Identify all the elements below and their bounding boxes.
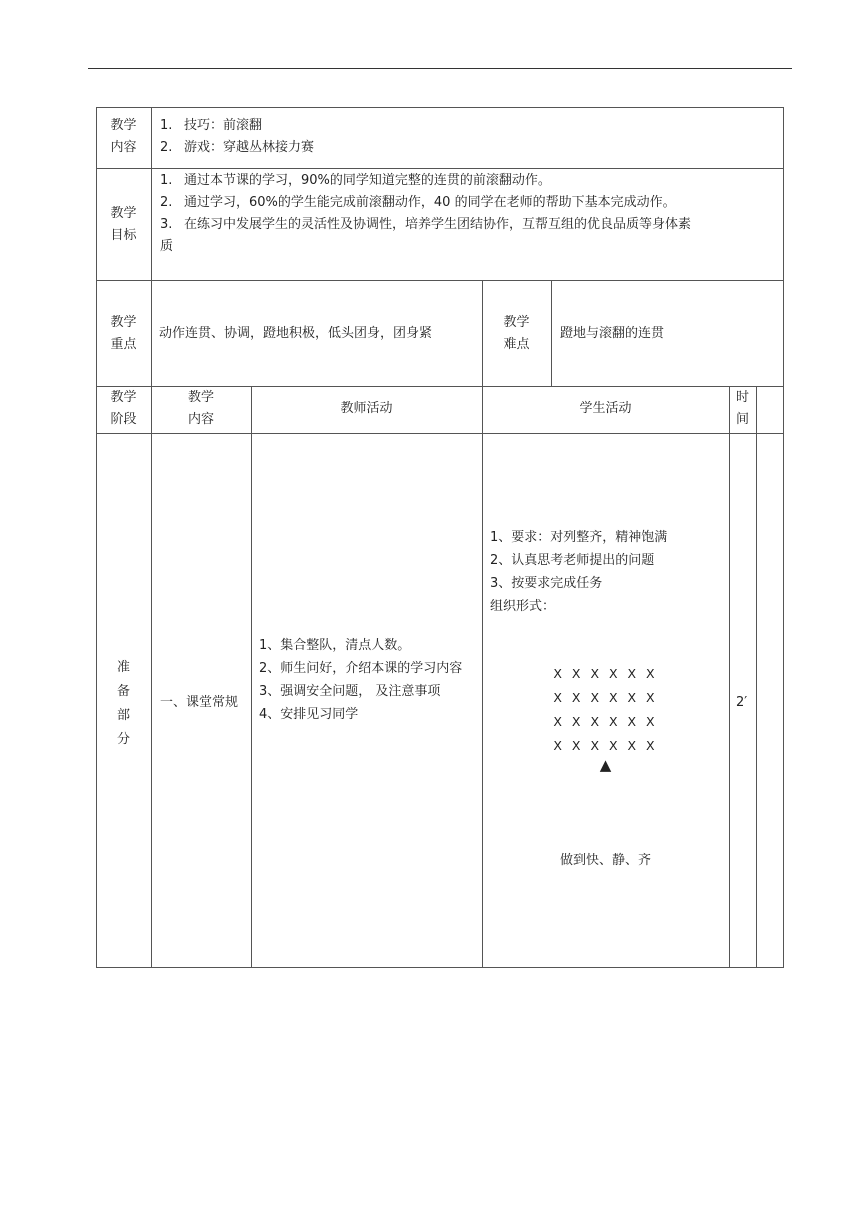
teacher-activity-item: 3、强调安全问题， 及注意事项 (259, 684, 441, 699)
key-points-label-line1: 教学 (110, 315, 137, 330)
prep-stage-label (96, 656, 151, 752)
difficulty-text: 蹬地与滚翻的连贯 (560, 326, 665, 341)
time-header-line1: 时 (735, 390, 749, 405)
goal-item (160, 170, 551, 192)
teacher-activity-item: 4、安排见习同学 (259, 707, 359, 722)
row-divider (96, 280, 784, 281)
prep-content: 一、课堂常规 (160, 695, 239, 710)
goals-label-line2: 目标 (110, 228, 137, 243)
content-item-num: 1. (160, 118, 173, 133)
teacher-position-icon: ▲ (599, 756, 612, 774)
key-points-label-line2: 重点 (110, 337, 137, 352)
col-divider (551, 280, 552, 386)
page-header-rule (88, 68, 792, 69)
content-item-num: 2. (160, 140, 173, 155)
difficulty-label (482, 312, 551, 356)
prep-time: 2′ (736, 695, 748, 710)
content-label (96, 115, 151, 159)
content-header-line2: 内容 (187, 412, 214, 427)
content-item (160, 137, 314, 159)
teacher-activity-item: 2、师生问好，介绍本课的学习内容 (259, 661, 463, 676)
formation-row: X X X X X X (553, 690, 658, 705)
student-activity-item: 组织形式： (490, 599, 556, 614)
stage-header-line1: 教学 (110, 390, 137, 405)
formation-row: X X X X X X (553, 666, 658, 681)
stage-header (96, 387, 151, 431)
prep-stage-char: 备 (116, 684, 130, 699)
goal-item-text: 通过本节课的学习，90%的同学知道完整的连贯的前滚翻动作。 (184, 173, 551, 188)
lesson-table (96, 107, 784, 968)
goal-item-text: 在练习中发展学生的灵活性及协调性，培养学生团结协作，互帮互组的优良品质等身体素 (184, 217, 692, 232)
prep-stage-char: 部 (116, 708, 130, 723)
content-item-text: 游戏：穿越丛林接力赛 (184, 140, 315, 155)
goal-item-num: 2. (160, 195, 173, 210)
goal-item (160, 214, 691, 236)
col-divider (729, 386, 730, 968)
difficulty-label-line1: 教学 (503, 315, 530, 330)
content-label-line2: 内容 (110, 140, 137, 155)
content-item-text: 技巧：前滚翻 (184, 118, 263, 133)
student-activity-header: 学生活动 (579, 401, 632, 416)
teacher-activity-header: 教师活动 (340, 401, 393, 416)
content-item (160, 115, 262, 137)
col-divider (251, 386, 252, 968)
formation-diagram (482, 662, 729, 758)
content-header-line1: 教学 (187, 390, 214, 405)
stage-header-line2: 阶段 (110, 412, 137, 427)
prep-stage-char: 分 (116, 732, 130, 747)
content-header (151, 387, 251, 431)
student-activity-item: 3、按要求完成任务 (490, 576, 603, 591)
row-divider (96, 168, 784, 169)
key-points-text: 动作连贯、协调，蹬地积极，低头团身，团身紧 (159, 326, 433, 341)
goals-label (96, 203, 151, 247)
col-divider (151, 107, 152, 968)
prep-stage-char: 准 (116, 660, 130, 675)
difficulty-label-line2: 难点 (503, 337, 530, 352)
goal-item-wrap: 质 (160, 239, 174, 254)
formation-row: X X X X X X (553, 738, 658, 753)
col-divider (756, 386, 757, 968)
goal-item-num: 1. (160, 173, 173, 188)
time-header-line2: 间 (735, 412, 749, 427)
time-header (729, 387, 756, 431)
student-activity-item: 2、认真思考老师提出的问题 (490, 553, 655, 568)
key-points-label (96, 312, 151, 356)
formation-row: X X X X X X (553, 714, 658, 729)
prep-slogan: 做到快、静、齐 (559, 853, 651, 868)
teacher-activity-item: 1、集合整队，清点人数。 (259, 638, 411, 653)
goal-item-text: 通过学习，60%的学生能完成前滚翻动作，40 的同学在老师的帮助下基本完成动作。 (184, 195, 676, 210)
row-divider (96, 433, 784, 434)
content-label-line1: 教学 (110, 118, 137, 133)
goals-label-line1: 教学 (110, 206, 137, 221)
goal-item-num: 3. (160, 217, 173, 232)
goal-item (160, 192, 676, 214)
student-activity-item: 1、要求：对列整齐，精神饱满 (490, 530, 668, 545)
